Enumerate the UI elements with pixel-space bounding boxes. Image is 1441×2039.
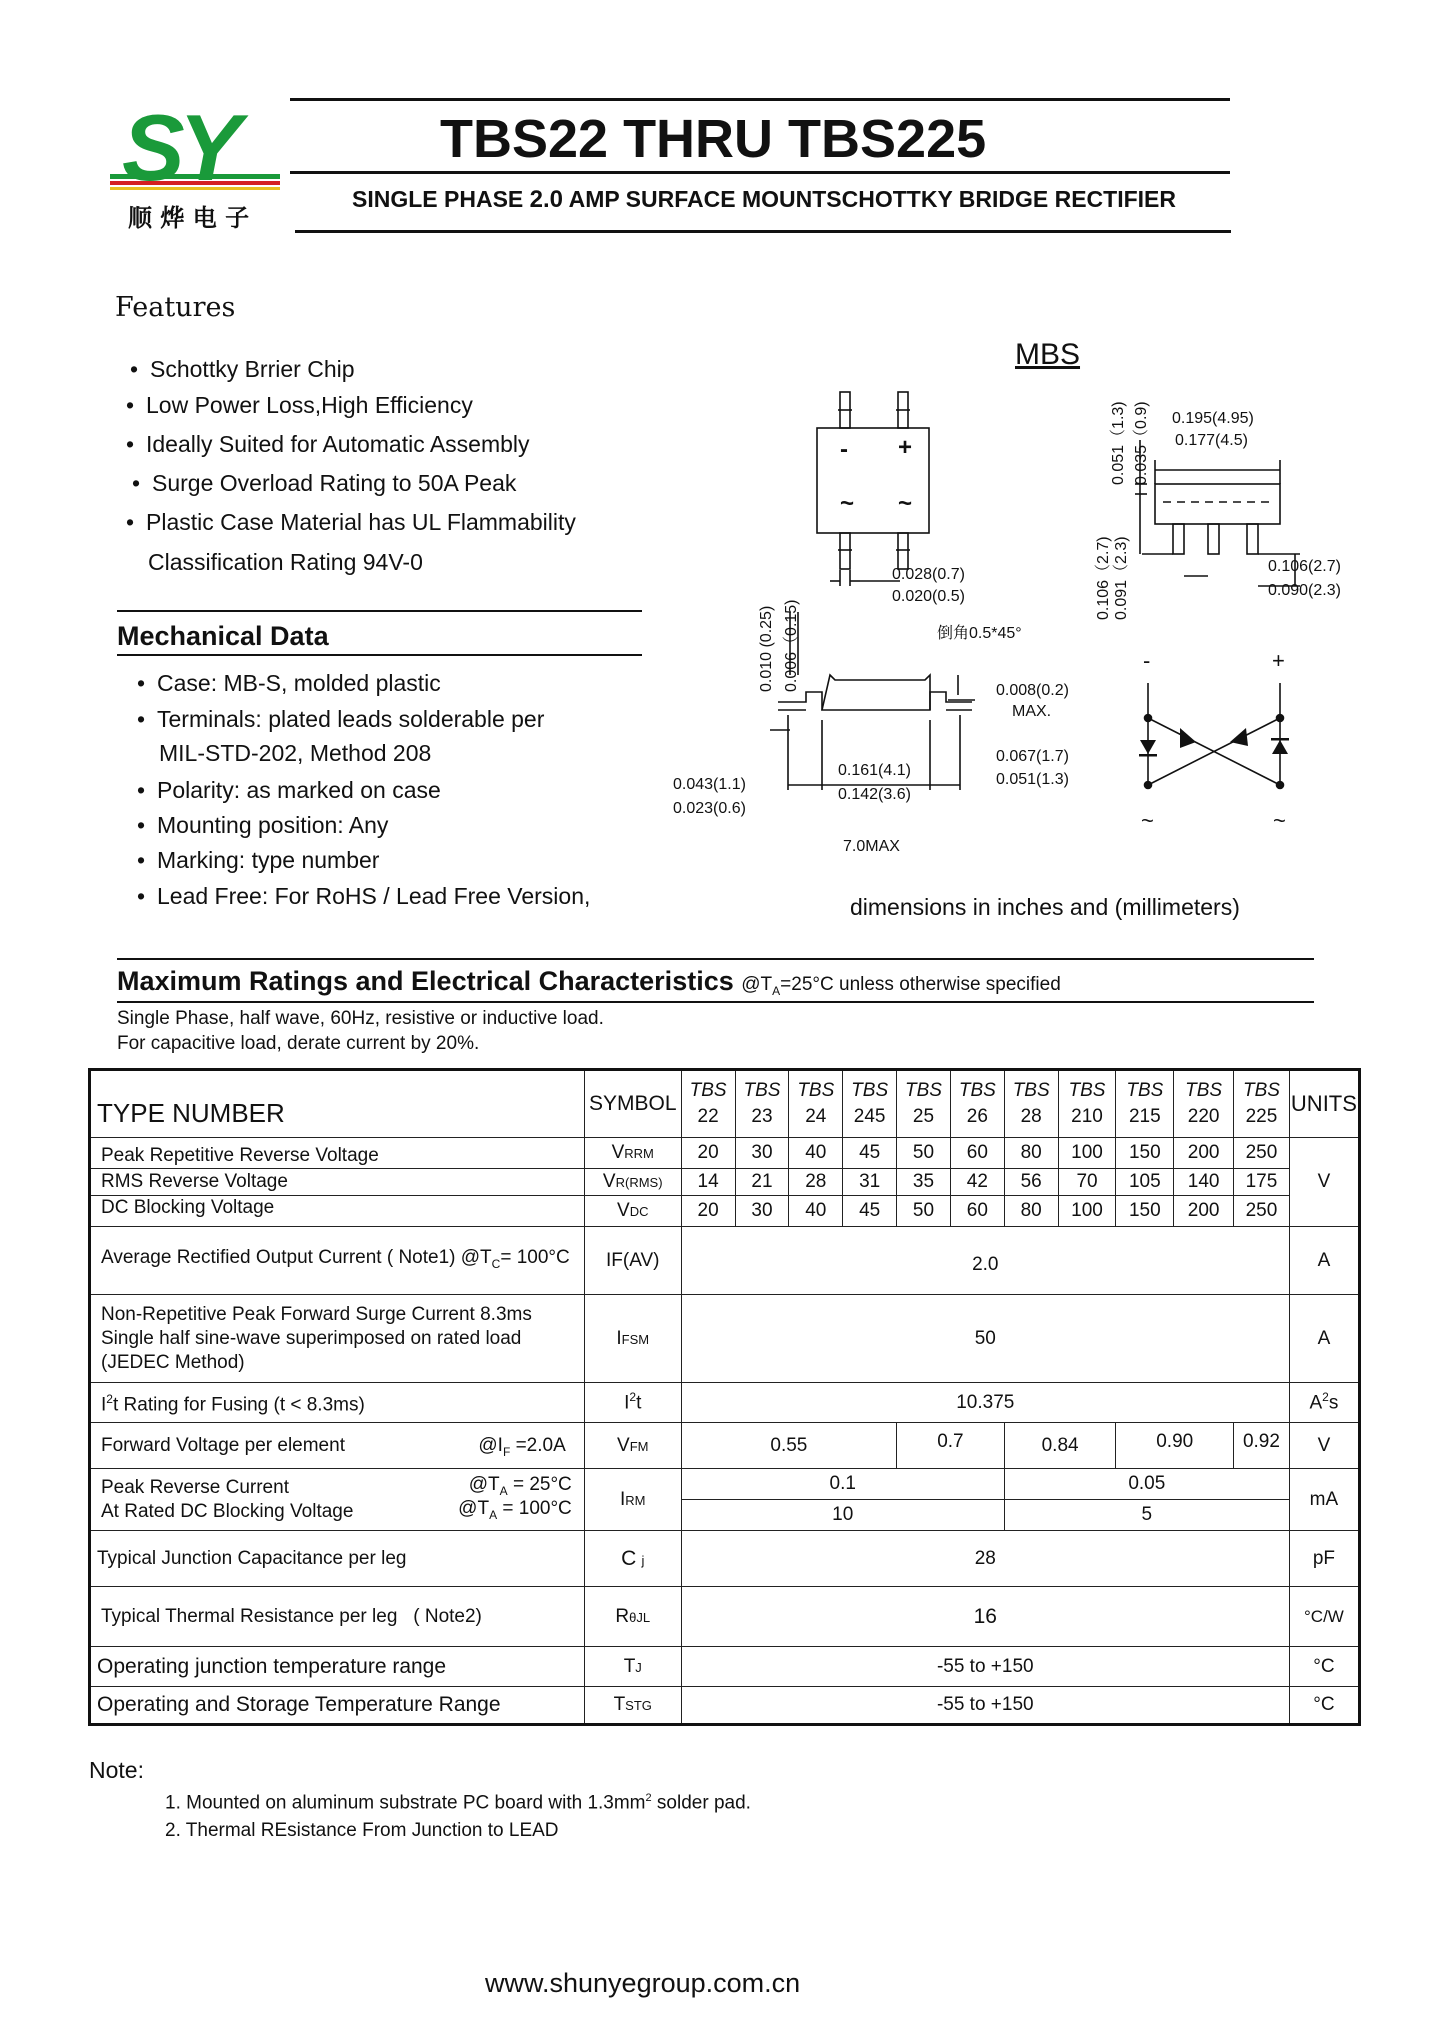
param-irm: Peak Reverse Current At Rated DC Blocking Voltage $@T_A = 25^\circ C$ $@T_A = 100^\circ C$	[90, 1469, 585, 1531]
value-cj: 28	[681, 1531, 1289, 1587]
table-row-tstg	[90, 1687, 1360, 1725]
unit-rth: °C/W	[1289, 1587, 1359, 1647]
param-ifsm: Non-Repetitive Peak Forward Surge Current 8.3ms Single half sine-wave superimposed on rated load (JEDEC Method)	[90, 1295, 585, 1383]
value-vf: 0.92	[1234, 1423, 1290, 1469]
feature-item: • Schottky Brrier Chip	[150, 356, 355, 383]
value-cell: 50	[897, 1196, 951, 1227]
dim-label: MAX.	[1012, 703, 1052, 720]
dim-label: 0.195(4.95)	[1172, 410, 1254, 427]
logo-letters: SY	[122, 95, 236, 200]
table-row-tj	[90, 1647, 1360, 1687]
title-rule-mid	[290, 171, 1230, 174]
value-rth: 16	[681, 1587, 1289, 1647]
mech-item: • Case: MB-S, molded plastic	[157, 670, 441, 697]
table-row-vdc	[90, 1196, 1360, 1227]
dim-label: 0.051（1.3)	[1110, 401, 1127, 485]
note-2: 2. Thermal REsistance From Junction to LEAD	[165, 1820, 559, 1841]
subtitle-part3: SCHOTTKY BRIDGE RECTIFIER	[826, 186, 1176, 212]
param-tj: Operating junction temperature range	[90, 1647, 585, 1687]
table-row-vrrm	[90, 1138, 1360, 1169]
param-ifav: Average Rectified Output Current ( Note1) $@T_C= 100^\circ C$	[90, 1227, 585, 1295]
symbol-i2t: $I^2t$	[584, 1383, 681, 1423]
ratings-rule-top	[117, 958, 1314, 960]
mech-item-cont: MIL-STD-202, Method 208	[159, 740, 432, 766]
header-model: TBS 22	[681, 1070, 735, 1138]
symbol-irm: IRM	[584, 1469, 681, 1531]
mech-item: • Polarity: as marked on case	[157, 777, 441, 804]
dim-label: 0.067(1.7)	[996, 748, 1069, 765]
table-row-vrms	[90, 1169, 1360, 1196]
subtitle-part1: SINGLE PHASE	[352, 186, 524, 212]
value-cell: 35	[897, 1169, 951, 1196]
value-cell: 100	[1058, 1138, 1116, 1169]
unit-i2t: $A^2s$	[1289, 1383, 1359, 1423]
param-vrms: RMS Reverse Voltage	[90, 1169, 585, 1196]
value-ifav: 2.0	[681, 1227, 1289, 1295]
pin-ac1-label: ~	[840, 490, 855, 517]
feature-item: • Surge Overload Rating to 50A Peak	[152, 470, 516, 497]
value-cell: 40	[789, 1138, 843, 1169]
symbol-ifav: IF(AV)	[584, 1227, 681, 1295]
mech-item: • Marking: type number	[157, 847, 379, 874]
characteristics-table	[88, 1068, 1361, 1726]
param-vf: Forward Voltage per element $@I_F =2.0A$	[90, 1423, 585, 1469]
value-vf: 0.55	[681, 1423, 896, 1469]
symbol-vrrm: VRRM	[584, 1138, 681, 1169]
header-model: TBS 215	[1116, 1070, 1174, 1138]
dim-label: 0.010 (0.25)	[758, 605, 775, 692]
dim-label: 0.090(2.3)	[1268, 582, 1341, 599]
value-cell: 250	[1234, 1138, 1290, 1169]
table-row-cj	[90, 1531, 1360, 1587]
dim-label: 0.161(4.1)	[838, 762, 911, 779]
value-cell: 20	[681, 1138, 735, 1169]
package-drawing	[660, 330, 1360, 930]
symbol-ifsm: IFSM	[584, 1295, 681, 1383]
value-vf: 0.90	[1116, 1423, 1234, 1469]
value-cell: 14	[681, 1169, 735, 1196]
dim-label: 0.006（0.15)	[783, 599, 800, 692]
value-cell: 250	[1234, 1196, 1290, 1227]
mech-rule-top	[117, 610, 642, 612]
dim-label: 0.043(1.1)	[673, 776, 746, 793]
value-cell: 200	[1174, 1138, 1234, 1169]
value-cell: 28	[789, 1169, 843, 1196]
value-cell: 20	[681, 1196, 735, 1227]
param-vrrm: Peak Repetitive Reverse Voltage	[90, 1138, 585, 1169]
param-i2t: $I^2t$ Rating for Fusing (t < 8.3ms)	[90, 1383, 585, 1423]
notes-heading: Note:	[89, 1757, 144, 1783]
header-model: TBS 210	[1058, 1070, 1116, 1138]
mech-rule-bottom	[117, 654, 642, 656]
value-vf: 0.7	[897, 1423, 1005, 1469]
subtitle-part2: AMP SURFACE MOUNT	[568, 186, 827, 212]
feature-item: • Low Power Loss,High Efficiency	[146, 392, 473, 419]
header-model: TBS 24	[789, 1070, 843, 1138]
unit-voltage: V	[1289, 1138, 1359, 1227]
param-tstg: Operating and Storage Temperature Range	[90, 1687, 585, 1725]
company-logo	[110, 95, 290, 238]
dim-label: 0.142(3.6)	[838, 786, 911, 803]
table-row-ifav	[90, 1227, 1360, 1295]
ratings-cond-sub: A	[772, 983, 781, 998]
ratings-line2: For capacitive load, derate current by 20%.	[117, 1033, 480, 1054]
dim-label: 0.035（0.9)	[1133, 401, 1150, 485]
dim-label: 0.008(0.2)	[996, 682, 1069, 699]
value-cell: 175	[1234, 1169, 1290, 1196]
note-1: 1. Mounted on aluminum substrate PC board with $1.3mm^2$ solder pad.	[165, 1792, 751, 1814]
header-model: TBS 23	[735, 1070, 789, 1138]
table-row-irm-25	[90, 1469, 1360, 1500]
subtitle-current: 2.0	[529, 186, 564, 213]
value-tstg: -55 to +150	[681, 1687, 1289, 1725]
param-rth: Typical Thermal Resistance per leg ( Note2)	[90, 1587, 585, 1647]
header-symbol: SYMBOL	[584, 1070, 681, 1138]
package-label: MBS	[1015, 338, 1081, 371]
page-subtitle	[352, 186, 1176, 214]
ratings-line1: Single Phase, half wave, 60Hz, resistive or inductive load.	[117, 1008, 604, 1029]
ratings-cond-pre: @T	[741, 974, 773, 995]
value-cell: 60	[950, 1196, 1004, 1227]
unit-tj: °C	[1289, 1647, 1359, 1687]
value-cell: 30	[735, 1196, 789, 1227]
value-i2t: 10.375	[681, 1383, 1289, 1423]
dim-label: 0.091（2.3)	[1113, 536, 1130, 620]
symbol-vrms: VR(RMS)	[584, 1169, 681, 1196]
mech-item: • Mounting position: Any	[157, 812, 388, 839]
table-row-vf	[90, 1423, 1360, 1469]
value-vf: 0.84	[1004, 1423, 1116, 1469]
dim-label: 0.051(1.3)	[996, 771, 1069, 788]
footer-url[interactable]: www.shunyegroup.com.cn	[485, 1968, 801, 1998]
unit-ifav: A	[1289, 1227, 1359, 1295]
dim-label: 0.177(4.5)	[1175, 432, 1248, 449]
value-cell: 31	[843, 1169, 897, 1196]
value-cell: 40	[789, 1196, 843, 1227]
dim-label: 0.028(0.7)	[892, 566, 965, 583]
value-cell: 60	[950, 1138, 1004, 1169]
value-cell: 42	[950, 1169, 1004, 1196]
header-model: TBS 245	[843, 1070, 897, 1138]
page-title: TBS22 THRU TBS225	[440, 109, 987, 169]
ratings-condition	[741, 974, 1061, 998]
pin-minus-label: -	[840, 436, 848, 463]
value-cell: 21	[735, 1169, 789, 1196]
features-heading: Features	[115, 292, 236, 323]
dim-label: 0.023(0.6)	[673, 800, 746, 817]
symbol-vf: VFM	[584, 1423, 681, 1469]
header-type-number: TYPE NUMBER	[90, 1070, 585, 1138]
unit-cj: pF	[1289, 1531, 1359, 1587]
value-irm: 10	[681, 1500, 1004, 1531]
dim-label: 0.106（2.7)	[1095, 536, 1112, 620]
title-rule-bottom	[295, 230, 1231, 233]
dim-label: 7.0MAX	[843, 838, 900, 855]
logo-chinese: 顺 烨 电 子	[128, 203, 250, 232]
value-cell: 30	[735, 1138, 789, 1169]
unit-ifsm: A	[1289, 1295, 1359, 1383]
value-cell: 80	[1004, 1138, 1058, 1169]
param-cj: Typical Junction Capacitance per leg	[90, 1531, 585, 1587]
value-cell: 70	[1058, 1169, 1116, 1196]
dim-label: 0.106(2.7)	[1268, 558, 1341, 575]
dim-label: 0.020(0.5)	[892, 588, 965, 605]
pin-ac2-label: ~	[898, 490, 913, 517]
unit-vf: V	[1289, 1423, 1359, 1469]
pin-plus-label: +	[898, 434, 913, 461]
value-cell: 105	[1116, 1169, 1174, 1196]
schematic-ac1: ~	[1141, 808, 1154, 833]
table-row-i2t	[90, 1383, 1360, 1423]
value-cell: 45	[843, 1196, 897, 1227]
value-cell: 150	[1116, 1196, 1174, 1227]
ratings-heading-text: Maximum Ratings and Electrical Characteristics	[117, 966, 734, 996]
title-rule-top	[290, 98, 1230, 101]
schematic-ac2: ~	[1273, 808, 1286, 833]
value-cell: 50	[897, 1138, 951, 1169]
unit-irm: mA	[1289, 1469, 1359, 1531]
value-irm: 5	[1004, 1500, 1289, 1531]
header-model: TBS 26	[950, 1070, 1004, 1138]
value-irm: 0.05	[1004, 1469, 1289, 1500]
value-cell: 56	[1004, 1169, 1058, 1196]
value-irm: 0.1	[681, 1469, 1004, 1500]
symbol-tj: TJ	[584, 1647, 681, 1687]
mech-item: • Terminals: plated leads solderable per	[157, 706, 544, 733]
ratings-heading	[117, 966, 1061, 998]
header-model: TBS 28	[1004, 1070, 1058, 1138]
value-cell: 200	[1174, 1196, 1234, 1227]
mechanical-heading: Mechanical Data	[117, 621, 329, 651]
schematic-minus: -	[1143, 648, 1151, 673]
value-cell: 140	[1174, 1169, 1234, 1196]
value-cell: 80	[1004, 1196, 1058, 1227]
schematic-plus: +	[1272, 648, 1285, 673]
header-model: TBS 25	[897, 1070, 951, 1138]
feature-item-cont: Classification Rating 94V-0	[148, 549, 423, 575]
header-model: TBS 220	[1174, 1070, 1234, 1138]
symbol-cj: C j	[584, 1531, 681, 1587]
value-cell: 45	[843, 1138, 897, 1169]
header-model: TBS 225	[1234, 1070, 1290, 1138]
symbol-tstg: TSTG	[584, 1687, 681, 1725]
table-row-ifsm	[90, 1295, 1360, 1383]
dimensions-note: dimensions in inches and (millimeters)	[850, 894, 1240, 920]
feature-item: • Ideally Suited for Automatic Assembly	[146, 431, 530, 458]
value-ifsm: 50	[681, 1295, 1289, 1383]
value-cell: 150	[1116, 1138, 1174, 1169]
chamfer-label: 倒角0.5*45°	[937, 625, 1022, 642]
feature-item: • Plastic Case Material has UL Flammability	[146, 509, 576, 536]
symbol-rth: RθJL	[584, 1587, 681, 1647]
ratings-rule-bottom	[117, 1001, 1314, 1003]
table-row-rth	[90, 1587, 1360, 1647]
table-header-row	[90, 1070, 1360, 1138]
mech-item: • Lead Free: For RoHS / Lead Free Version,	[157, 883, 590, 910]
value-cell: 100	[1058, 1196, 1116, 1227]
header-units: UNITS	[1289, 1070, 1359, 1138]
unit-tstg: °C	[1289, 1687, 1359, 1725]
value-tj: -55 to +150	[681, 1647, 1289, 1687]
param-vdc: DC Blocking Voltage	[90, 1196, 585, 1227]
symbol-vdc: VDC	[584, 1196, 681, 1227]
ratings-cond-post: =25°C unless otherwise specified	[780, 974, 1061, 995]
